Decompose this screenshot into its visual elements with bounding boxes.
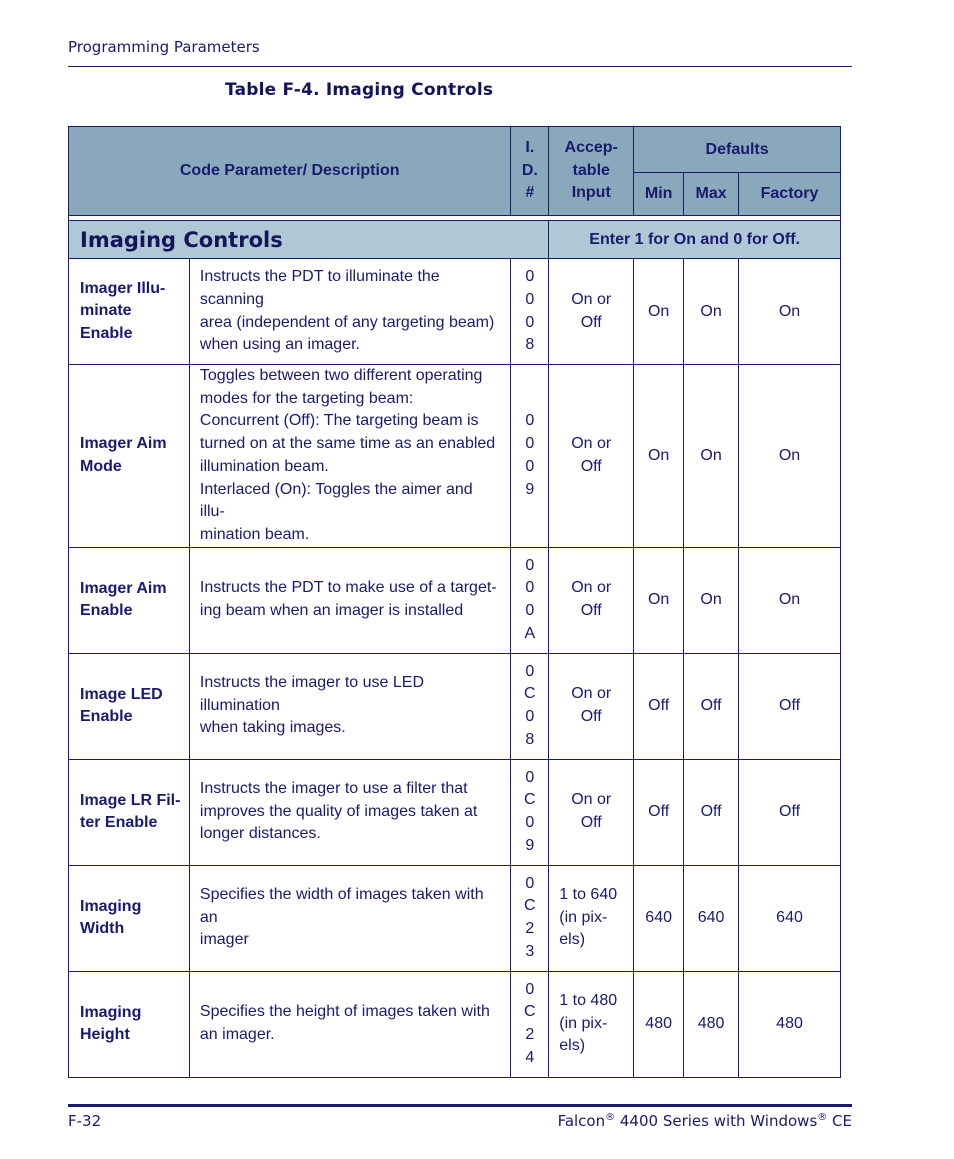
- imaging-controls-table: [68, 126, 841, 1078]
- default-factory: 480: [739, 971, 841, 1077]
- default-max: 480: [684, 971, 739, 1077]
- col-header-acceptable-input: Accep- table Input: [549, 127, 634, 216]
- col-header-code-param: Code Parameter/ Description: [69, 127, 511, 216]
- param-id: 0 C 2 3: [511, 865, 549, 971]
- table-row: [69, 653, 841, 759]
- table-row: [69, 259, 841, 365]
- param-name: Imager Aim Enable: [69, 547, 190, 653]
- table-title: Table F-4. Imaging Controls: [225, 80, 494, 100]
- col-header-max: Max: [684, 173, 739, 216]
- section-row: [69, 221, 841, 259]
- acceptable-input: 1 to 480 (in pix- els): [549, 971, 634, 1077]
- acceptable-input: On or Off: [549, 259, 634, 365]
- header-rule: [68, 66, 852, 67]
- default-factory: Off: [739, 759, 841, 865]
- default-max: On: [684, 547, 739, 653]
- param-description: Instructs the imager to use LED illumination when taking images.: [189, 653, 510, 759]
- default-min: Off: [634, 759, 684, 865]
- param-id: 0 0 0 9: [511, 365, 549, 548]
- param-name: Imaging Width: [69, 865, 190, 971]
- param-id: 0 C 0 9: [511, 759, 549, 865]
- default-min: On: [634, 547, 684, 653]
- param-description: Specifies the height of images taken with an imager.: [189, 971, 510, 1077]
- default-min: 640: [634, 865, 684, 971]
- col-header-id: I. D. #: [511, 127, 549, 216]
- section-title: Imaging Controls: [69, 221, 549, 259]
- table-row: [69, 547, 841, 653]
- acceptable-input: On or Off: [549, 365, 634, 548]
- table-row: [69, 971, 841, 1077]
- footer-rule: [68, 1104, 852, 1107]
- param-name: Image LED Enable: [69, 653, 190, 759]
- col-header-min: Min: [634, 173, 684, 216]
- header-row-1: [69, 127, 841, 173]
- param-description: Instructs the PDT to illuminate the scanning area (independent of any targeting beam) when using an imager.: [189, 259, 510, 365]
- default-min: 480: [634, 971, 684, 1077]
- table-row: [69, 759, 841, 865]
- acceptable-input: 1 to 640 (in pix- els): [549, 865, 634, 971]
- col-header-factory: Factory: [739, 173, 841, 216]
- default-factory: On: [739, 547, 841, 653]
- default-max: Off: [684, 653, 739, 759]
- default-min: On: [634, 259, 684, 365]
- default-factory: Off: [739, 653, 841, 759]
- page-header: Programming Parameters: [68, 38, 260, 56]
- table-row: [69, 365, 841, 548]
- param-description: Instructs the PDT to make use of a target- ing beam when an imager is installed: [189, 547, 510, 653]
- col-header-defaults: Defaults: [634, 127, 841, 173]
- default-max: 640: [684, 865, 739, 971]
- param-name: Image LR Fil- ter Enable: [69, 759, 190, 865]
- acceptable-input: On or Off: [549, 653, 634, 759]
- default-factory: On: [739, 259, 841, 365]
- param-name: Imaging Height: [69, 971, 190, 1077]
- param-name: Imager Illu- minate Enable: [69, 259, 190, 365]
- acceptable-input: On or Off: [549, 547, 634, 653]
- default-factory: On: [739, 365, 841, 548]
- default-max: Off: [684, 759, 739, 865]
- param-id: 0 C 2 4: [511, 971, 549, 1077]
- param-description: Instructs the imager to use a filter that improves the quality of images taken at longer distances.: [189, 759, 510, 865]
- default-min: Off: [634, 653, 684, 759]
- section-note: Enter 1 for On and 0 for Off.: [549, 221, 841, 259]
- default-max: On: [684, 259, 739, 365]
- param-description: Toggles between two different operating modes for the targeting beam: Concurrent (Off): The targeting beam is turned on at the same time as an enabled illumination beam. Interlaced (On): Toggles the aimer and illu- mination beam.: [189, 365, 510, 548]
- page-number: F-32: [68, 1112, 102, 1130]
- footer-product-title: Falcon® 4400 Series with Windows® CE: [557, 1112, 852, 1130]
- param-id: 0 C 0 8: [511, 653, 549, 759]
- default-factory: 640: [739, 865, 841, 971]
- param-description: Specifies the width of images taken with an imager: [189, 865, 510, 971]
- acceptable-input: On or Off: [549, 759, 634, 865]
- param-id: 0 0 0 A: [511, 547, 549, 653]
- table-row: [69, 865, 841, 971]
- param-name: Imager Aim Mode: [69, 365, 190, 548]
- param-id: 0 0 0 8: [511, 259, 549, 365]
- default-min: On: [634, 365, 684, 548]
- default-max: On: [684, 365, 739, 548]
